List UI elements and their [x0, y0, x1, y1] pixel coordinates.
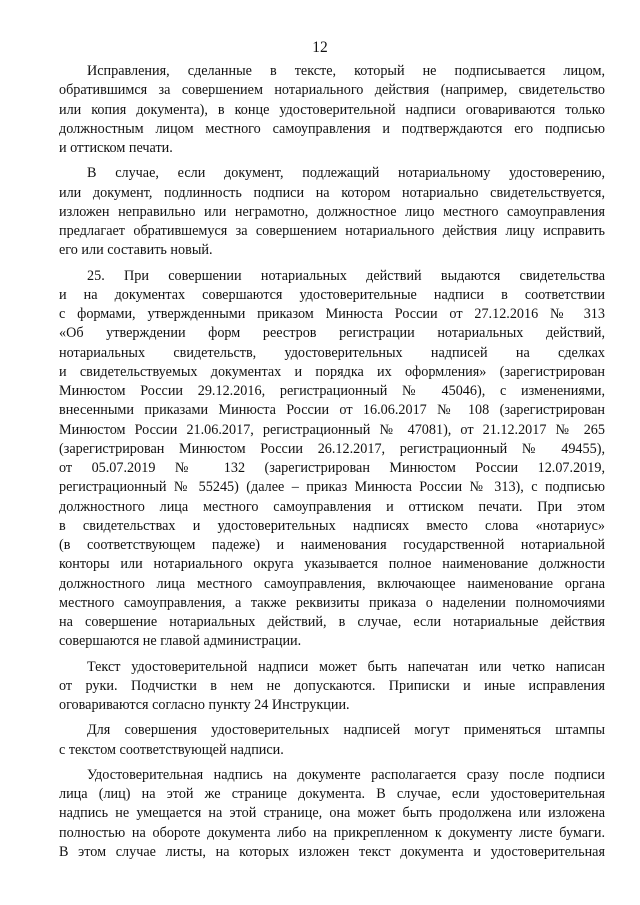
text-line: оговариваются согласно пункту 24 Инструкции.	[59, 697, 350, 713]
paragraph	[59, 658, 605, 716]
text-line: его или составить новый.	[59, 242, 213, 259]
text-line: конторы или нотариального округа указывается полное наименование должности	[59, 556, 605, 573]
text-line: Текст удостоверительной надписи может быть напечатан или четко написан	[87, 658, 605, 675]
text-line: в свидетельствах и удостоверительных надписях вместо слова «нотариус»	[59, 517, 605, 534]
text-line: должностного лица местного самоуправления и оттиском печати. При этом	[59, 498, 605, 515]
page-number: 12	[312, 39, 328, 56]
text-line: лица (лиц) на этой же странице документа. В случае, если удостоверительная	[59, 786, 605, 802]
text-line: внесенными приказами Минюста России от 16.06.2017 № 108 (зарегистрирован	[59, 402, 605, 419]
text-line: Минюстом России 21.06.2017, регистрационный № 47081), от 21.12.2017 № 265	[59, 421, 605, 438]
text-line: или документ, подлинность подписи на котором нотариально свидетельствуется,	[59, 184, 605, 201]
paragraph	[59, 267, 605, 652]
text-line: Минюстом России 29.12.2016, регистрационный № 45046), с изменениями,	[59, 383, 605, 399]
text-line: от руки. Подчистки в нем не допускаются. Приписки и иные исправления	[59, 677, 605, 694]
text-line: с текстом соответствующей надписи.	[59, 741, 284, 758]
text-line: на совершение нотариальных действий, в случае, если нотариальные действия	[59, 614, 605, 630]
text-line: регистрационный № 55245) (далее – приказ Минюста России № 313), с подписью	[59, 479, 605, 496]
text-line: надпись не умещается на этой странице, она может быть продолжена или изложена	[59, 805, 605, 822]
text-line: «Об утверждении форм реестров регистрации нотариальных действий,	[59, 325, 605, 342]
paragraph	[59, 62, 605, 158]
text-line: от 05.07.2019 № 132 (зарегистрирован Минюстом России 12.07.2019,	[59, 460, 605, 476]
text-line: или копия документа), в конце удостоверительной надписи оговариваются только	[59, 101, 605, 118]
paragraph	[59, 766, 605, 862]
text-line: предлагает обратившемуся за совершением нотариального действия лицу исправить	[59, 223, 605, 239]
text-line: нотариальных свидетельств, удостоверительных надписей на сделках	[59, 344, 605, 361]
text-line: и оттиском печати.	[59, 140, 173, 156]
text-line: 25. При совершении нотариальных действий выдаются свидетельства	[87, 267, 605, 284]
text-line: с формами, утвержденными приказом Минюста России от 27.12.2016 № 313	[59, 306, 605, 322]
text-line: и на документах совершаются удостоверительные надписи в соответствии	[59, 286, 605, 303]
text-line: Исправления, сделанные в тексте, который не подписывается лицом,	[87, 63, 605, 79]
text-line: полностью на обороте документа либо на прикрепленном к документу листе бумаги.	[59, 824, 605, 841]
text-line: должностным лицом местного самоуправления и подтверждаются его подписью	[59, 120, 605, 137]
text-line: должностного лица местного самоуправления, включающее наименование органа	[59, 575, 605, 592]
document-body	[59, 62, 605, 868]
text-line: (в соответствующем падеже) и наименования государственной нотариальной	[59, 537, 605, 553]
text-line: Для совершения удостоверительных надписей могут применяться штампы	[87, 722, 605, 739]
text-line: местного самоуправления, а также реквизиты приказа о наделении полномочиями	[59, 594, 605, 611]
text-line: совершаются не главой администрации.	[59, 633, 302, 650]
paragraph	[59, 164, 605, 260]
text-line: В случае, если документ, подлежащий нотариальному удостоверению,	[87, 165, 605, 182]
text-line: Удостоверительная надпись на документе располагается сразу после подписи	[87, 766, 605, 783]
text-line: В этом случае листы, на которых изложен текст документа и удостоверительная	[59, 843, 605, 860]
text-line: (зарегистрирован Минюстом России 26.12.2017, регистрационный № 49455),	[59, 440, 605, 457]
text-line: изложен неправильно или неграмотно, должностное лицо местного самоуправления	[59, 203, 605, 220]
paragraph	[59, 721, 605, 760]
text-line: обратившимся за совершением нотариального действия (например, свидетельство	[59, 82, 605, 99]
text-line: и свидетельствуемых документах и порядка их оформления» (зарегистрирован	[59, 363, 605, 380]
